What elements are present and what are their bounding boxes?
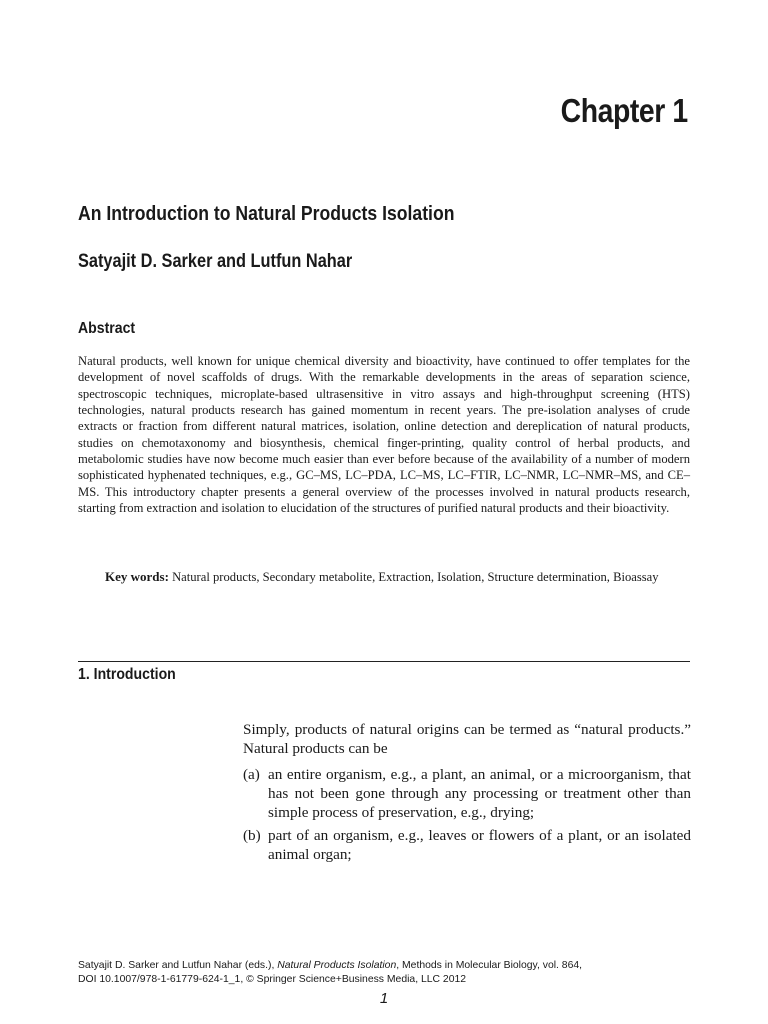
list-item-text: part of an organism, e.g., leaves or flowers of a plant, or an isolated animal organ;	[268, 827, 691, 863]
abstract-body: Natural products, well known for unique chemical diversity and bioactivity, have continued to offer templates for the development of novel scaffolds of drugs. With the remarkable developments in the areas of separation science, spectroscopic techniques, microplate-based ultrasensitive in vitro assays and high-throughput screening (HTS) technologies, natural products research has gained momentum in recent years. The pre-isolation analyses of crude extracts or fraction from different natural matrices, isolation, online detection and dereplication of natural products, studies on chemotaxonomy and biosynthesis, chemical finger-printing, quality control of herbal products, and metabolomic studies have now become much easier than ever before because of the availability of a number of modern sophisticated hyphenated techniques, e.g., GC–MS, LC–PDA, LC–MS, LC–FTIR, LC–NMR, LC–NMR–MS, and CE–MS. This introductory chapter presents a general overview of the processes involved in natural products research, starting from extraction and isolation to elucidation of the structures of purified natural products and their bioactivity.	[78, 354, 690, 516]
footnote-series: , Methods in Molecular Biology, vol. 864,	[396, 960, 583, 971]
keywords-text: Natural products, Secondary metabolite, Extraction, Isolation, Structure determination, Bioassay	[172, 570, 659, 584]
chapter-label: Chapter 1	[560, 92, 688, 129]
keywords-label: Key words:	[105, 569, 169, 584]
list-item-marker: (b)	[243, 827, 261, 844]
page-number: 1	[379, 990, 389, 1007]
list-item	[243, 765, 691, 822]
list-item-text: an entire organism, e.g., a plant, an animal, or a microorganism, that has not been gone through any processing or treatment other than simple process of preservation, e.g., drying;	[268, 766, 691, 821]
section-divider	[78, 661, 690, 662]
introduction-paragraph: Simply, products of natural origins can be termed as “natural products.” Natural products can be	[243, 721, 691, 757]
list-item	[243, 826, 691, 864]
author-names: Satyajit D. Sarker and Lutfun Nahar	[78, 251, 353, 272]
paper-title: An Introduction to Natural Products Isolation	[78, 203, 455, 225]
section-heading-introduction: 1. Introduction	[78, 666, 176, 683]
footnote-book-title: Natural Products Isolation	[277, 960, 397, 971]
list-item-marker: (a)	[243, 766, 260, 783]
keywords	[105, 569, 693, 585]
footnote-doi: DOI 10.1007/978-1-61779-624-1_1, © Springer Science+Business Media, LLC 2012	[78, 973, 467, 985]
abstract-heading: Abstract	[78, 320, 136, 337]
footnote-authors: Satyajit D. Sarker and Lutfun Nahar (eds.),	[78, 960, 275, 971]
citation-footnote	[78, 959, 698, 986]
